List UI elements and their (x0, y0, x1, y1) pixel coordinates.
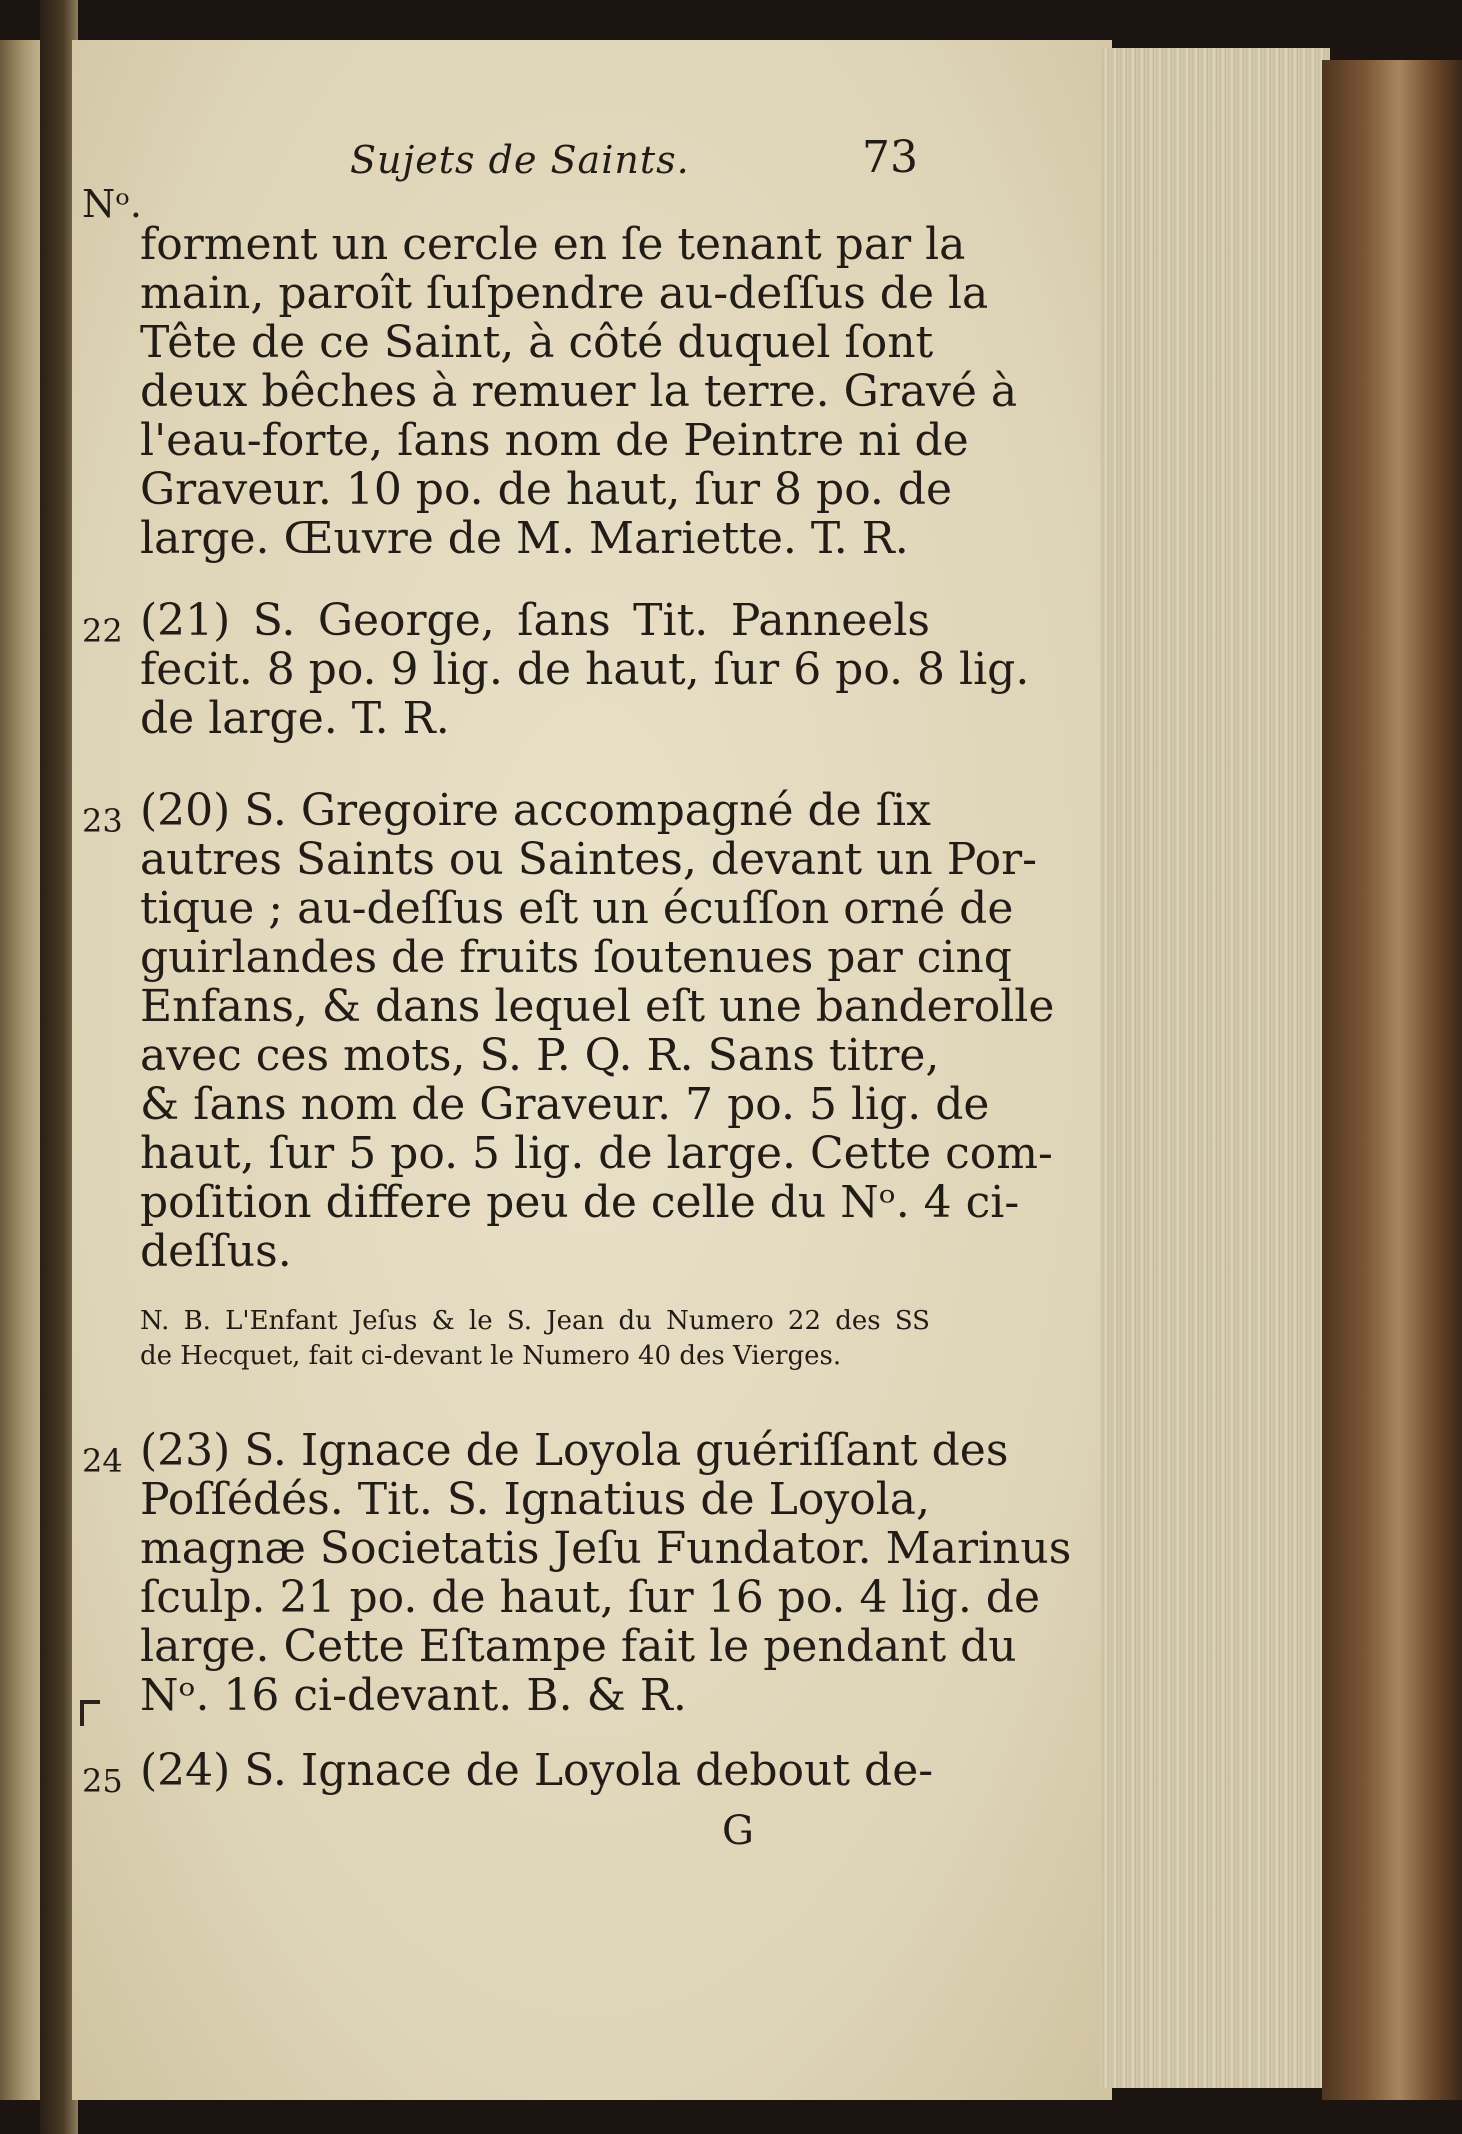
page-block-edge (1100, 48, 1330, 2088)
entry-25 (140, 1745, 934, 1796)
text-line: l'eau-forte, ſans nom de Peintre ni de (140, 415, 969, 466)
text-line: Poſſédés. Tit. S. Ignatius de Loyola, (140, 1474, 930, 1525)
text-line: large. Cette Eſtampe fait le pendant du (140, 1621, 1017, 1672)
entry-number-23: 23 (82, 802, 123, 840)
text-line: avec ces mots, S. P. Q. R. Sans titre, (140, 1030, 940, 1081)
text-line: poſition differe peu de celle du Nᵒ. 4 ci- (140, 1177, 1020, 1228)
entry-number-24: 24 (82, 1442, 123, 1480)
text-line: magnæ Societatis Jeſu Fundator. Marinus (140, 1523, 1072, 1574)
text-line: main, paroît ſuſpendre au-deſſus de la (140, 268, 989, 319)
text-line: forment un cercle en ſe tenant par la (140, 219, 966, 270)
text-line: (23) S. Ignace de Loyola guériſſant des (140, 1425, 1009, 1476)
text-line: ſculp. 21 po. de haut, ſur 16 po. 4 lig. de (140, 1572, 1041, 1623)
text-line: autres Saints ou Saintes, devant un Por- (140, 834, 1037, 885)
running-title: Sujets de Saints. (350, 138, 690, 182)
book-cover-edge (1322, 60, 1462, 2100)
margin-mark (80, 1700, 100, 1726)
entry-continuation (140, 219, 1018, 564)
text-line: tique ; au-deſſus eſt un écuſſon orné de (140, 883, 1014, 934)
text-line: Nᵒ. 16 ci-devant. B. & R. (140, 1670, 687, 1721)
text-line: (21) S. George, ſans Tit. Panneels (140, 595, 930, 646)
nota-bene-note (140, 1304, 930, 1374)
text-line: large. Œuvre de M. Mariette. T. R. (140, 513, 909, 564)
entry-24 (140, 1425, 1072, 1721)
text-line: deux bêches à remuer la terre. Gravé à (140, 366, 1018, 417)
page-number: 73 (862, 132, 918, 183)
text-line: (24) S. Ignace de Loyola debout de- (140, 1745, 934, 1796)
text-line: Enfans, & dans lequel eſt une banderolle (140, 981, 1055, 1032)
text-line: (20) S. Gregoire accompagné de ſix (140, 785, 931, 836)
text-line: deſſus. (140, 1226, 292, 1277)
text-line: & ſans nom de Graveur. 7 po. 5 lig. de (140, 1079, 990, 1130)
text-line: guirlandes de fruits ſoutenues par cinq (140, 932, 1012, 983)
entry-22 (140, 595, 1030, 744)
text-line: de Hecquet, fait ci-devant le Numero 40 des Vierges. (140, 1341, 842, 1371)
text-line: Graveur. 10 po. de haut, ſur 8 po. de (140, 464, 953, 515)
text-line: N. B. L'Enfant Jeſus & le S. Jean du Numero 22 des SS (140, 1306, 930, 1336)
signature-mark: G (722, 1808, 754, 1854)
text-line: fecit. 8 po. 9 lig. de haut, ſur 6 po. 8 lig. (140, 644, 1030, 695)
entry-23 (140, 785, 1055, 1277)
entry-number-22: 22 (82, 612, 123, 650)
entry-number-25: 25 (82, 1762, 123, 1800)
text-line: Tête de ce Saint, à côté duquel ſont (140, 317, 934, 368)
number-column-marker: Nᵒ. (82, 182, 142, 226)
text-line: haut, ſur 5 po. 5 lig. de large. Cette com- (140, 1128, 1053, 1179)
text-line: de large. T. R. (140, 693, 450, 744)
